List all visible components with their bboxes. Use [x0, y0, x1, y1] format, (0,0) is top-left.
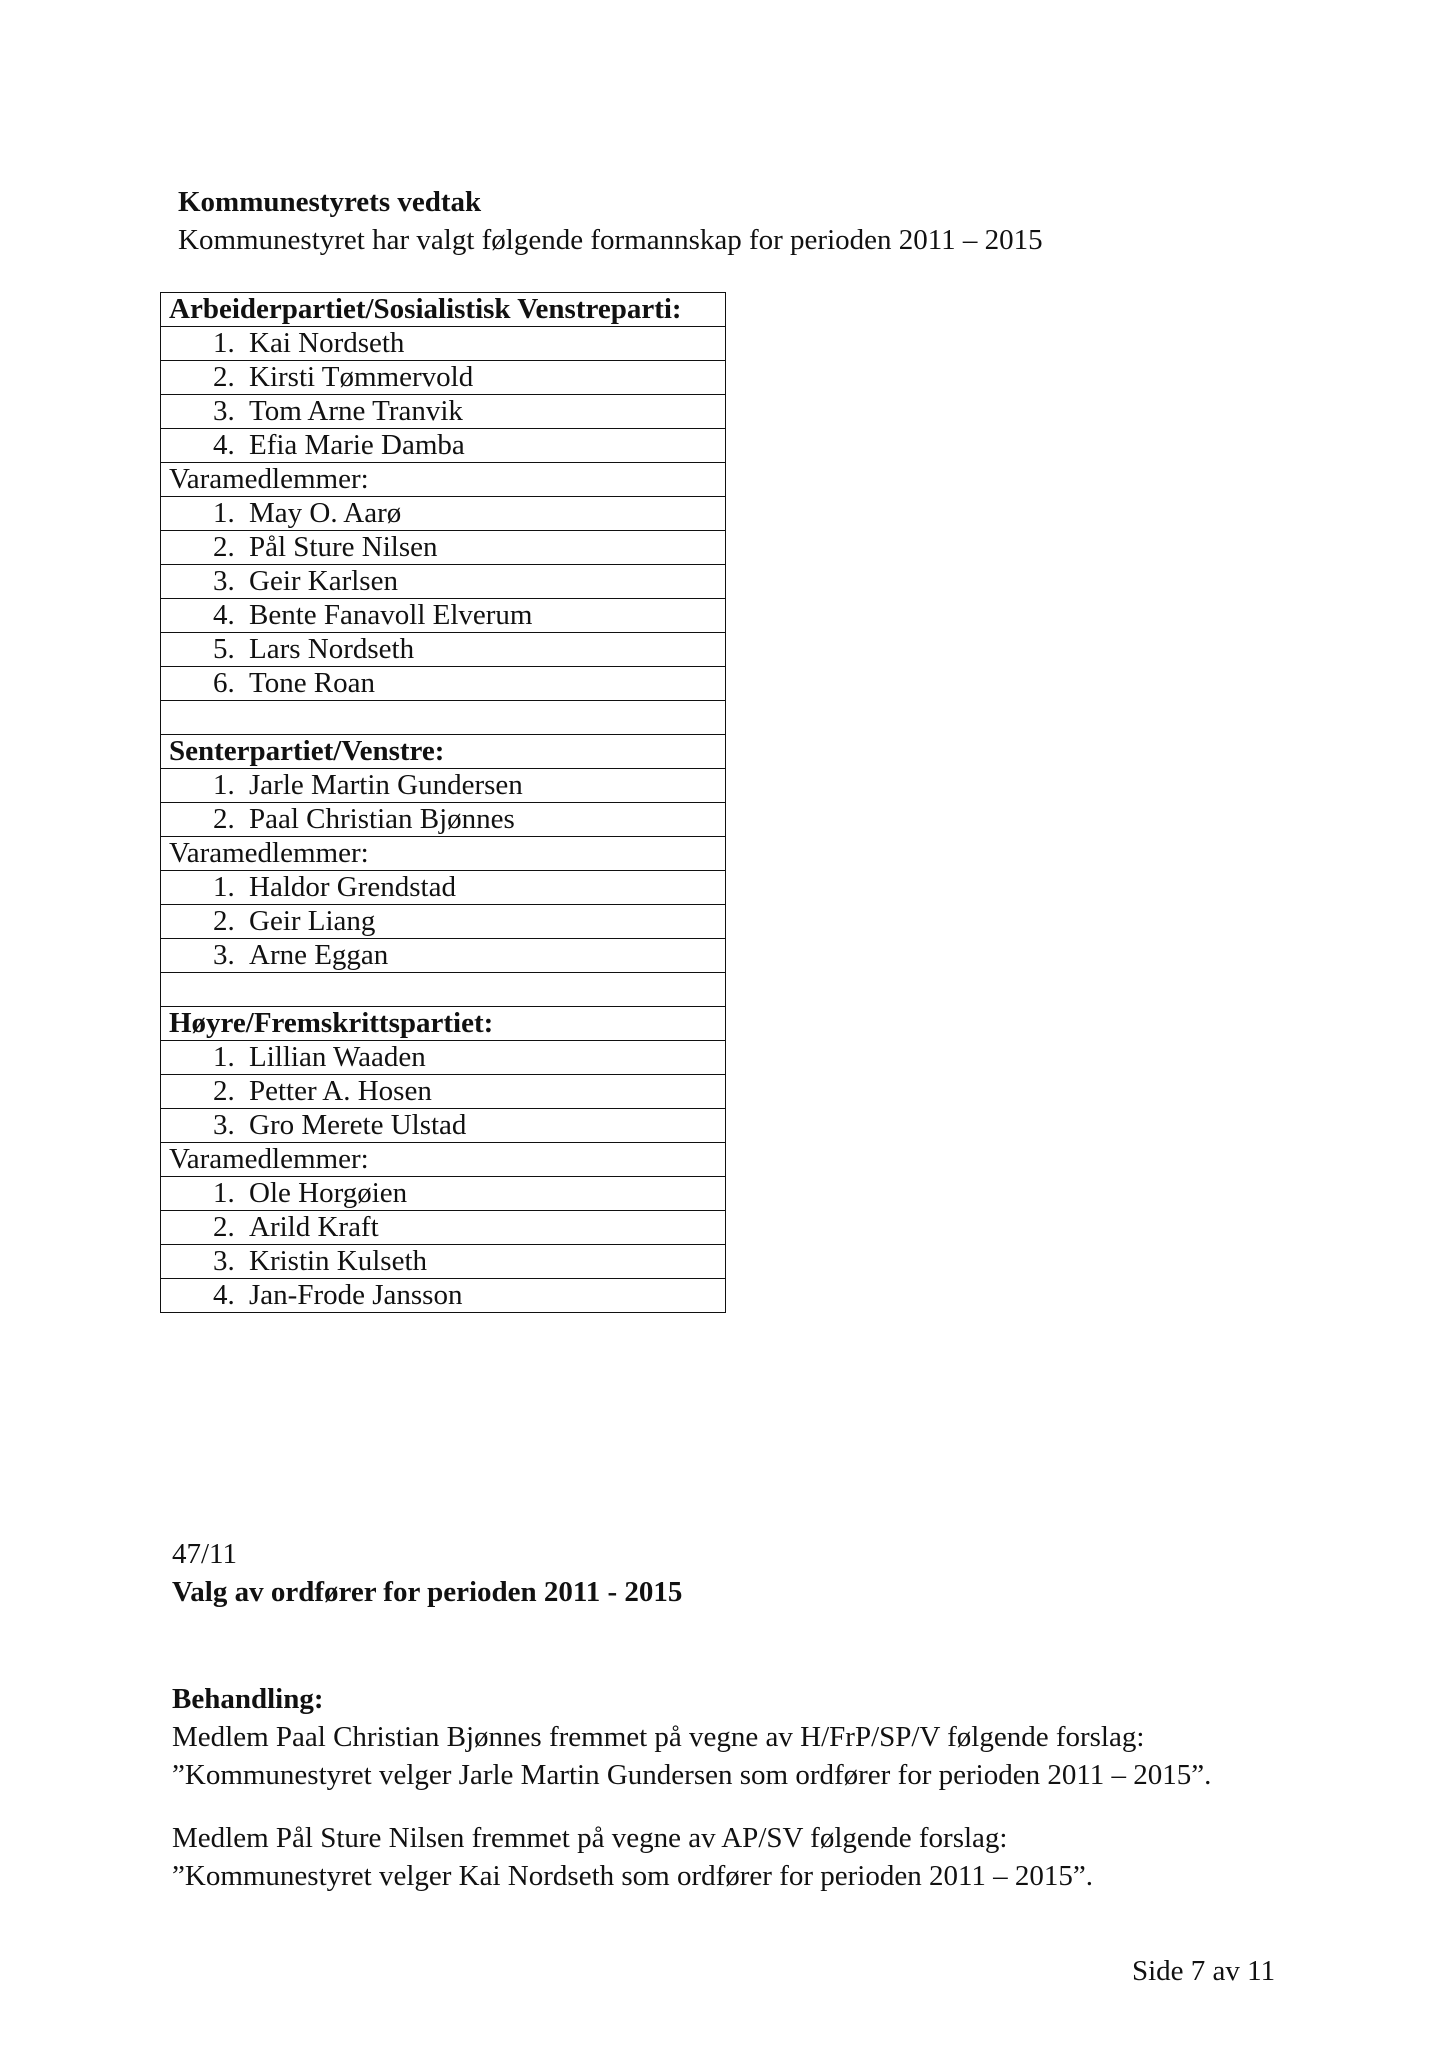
table-row — [161, 1211, 726, 1245]
member-name: Petter A. Hosen — [249, 1075, 432, 1107]
behandling-section — [172, 1680, 1211, 1794]
member-number: 4. — [213, 1279, 235, 1311]
member-name: Haldor Grendstad — [249, 871, 456, 903]
vedtak-heading: Kommunestyrets vedtak — [178, 186, 482, 218]
case-section — [172, 1535, 682, 1611]
member-cell — [161, 1075, 726, 1109]
page-number: Side 7 av 11 — [1132, 1955, 1276, 1987]
member-number: 2. — [213, 905, 235, 937]
member-number: 3. — [213, 939, 235, 971]
member-number: 1. — [213, 871, 235, 903]
member-number: 2. — [213, 1075, 235, 1107]
member-cell — [161, 429, 726, 463]
member-name: Jarle Martin Gundersen — [249, 769, 523, 801]
member-cell — [161, 395, 726, 429]
member-name: Arild Kraft — [249, 1211, 379, 1243]
member-cell — [161, 667, 726, 701]
table-row — [161, 1177, 726, 1211]
member-cell — [161, 803, 726, 837]
member-number: 2. — [213, 803, 235, 835]
member-cell — [161, 531, 726, 565]
member-number: 3. — [213, 565, 235, 597]
member-name: Jan-Frode Jansson — [249, 1279, 463, 1311]
table-row — [161, 531, 726, 565]
table-row — [161, 837, 726, 871]
substitutes-label: Varamedlemmer: — [161, 463, 726, 497]
table-row — [161, 1143, 726, 1177]
table-row — [161, 667, 726, 701]
table-row — [161, 327, 726, 361]
member-name: Kristin Kulseth — [249, 1245, 428, 1277]
member-name: Lars Nordseth — [249, 633, 415, 665]
case-number: 47/11 — [172, 1538, 237, 1570]
member-cell — [161, 769, 726, 803]
member-number: 3. — [213, 1109, 235, 1141]
proposal-2-intro: Medlem Pål Sture Nilsen fremmet på vegne av AP/SV følgende forslag: — [172, 1822, 1008, 1854]
table-row — [161, 1245, 726, 1279]
member-cell — [161, 1041, 726, 1075]
case-title: Valg av ordfører for perioden 2011 - 2015 — [172, 1576, 683, 1608]
member-number: 3. — [213, 1245, 235, 1277]
party-header: Høyre/Fremskrittspartiet: — [161, 1007, 726, 1041]
member-cell — [161, 871, 726, 905]
table-row — [161, 361, 726, 395]
member-cell — [161, 939, 726, 973]
member-name: May O. Aarø — [249, 497, 402, 529]
member-number: 1. — [213, 1177, 235, 1209]
member-number: 2. — [213, 531, 235, 563]
table-row — [161, 735, 726, 769]
member-name: Ole Horgøien — [249, 1177, 408, 1209]
member-name: Geir Liang — [249, 905, 376, 937]
member-cell — [161, 1279, 726, 1313]
table-row — [161, 871, 726, 905]
proposal-1-text: ”Kommunestyret velger Jarle Martin Gundersen som ordfører for perioden 2011 – 2015”. — [172, 1759, 1212, 1791]
behandling-heading: Behandling: — [172, 1683, 324, 1715]
table-row — [161, 769, 726, 803]
member-name: Arne Eggan — [249, 939, 389, 971]
table-row — [161, 463, 726, 497]
table-row — [161, 565, 726, 599]
table-row — [161, 803, 726, 837]
member-cell — [161, 1177, 726, 1211]
table-row — [161, 1075, 726, 1109]
member-name: Gro Merete Ulstad — [249, 1109, 467, 1141]
member-number: 4. — [213, 599, 235, 631]
member-name: Tom Arne Tranvik — [249, 395, 463, 427]
member-name: Efia Marie Damba — [249, 429, 465, 461]
table-row — [161, 701, 726, 735]
table-row — [161, 1109, 726, 1143]
member-cell — [161, 905, 726, 939]
table-row — [161, 939, 726, 973]
substitutes-label: Varamedlemmer: — [161, 1143, 726, 1177]
member-cell — [161, 1211, 726, 1245]
table-row — [161, 599, 726, 633]
member-cell — [161, 1245, 726, 1279]
member-number: 2. — [213, 1211, 235, 1243]
proposal-1-intro: Medlem Paal Christian Bjønnes fremmet på vegne av H/FrP/SP/V følgende forslag: — [172, 1721, 1145, 1753]
proposal-2-text: ”Kommunestyret velger Kai Nordseth som ordfører for perioden 2011 – 2015”. — [172, 1860, 1094, 1892]
table-row — [161, 973, 726, 1007]
table-row — [161, 633, 726, 667]
substitutes-label: Varamedlemmer: — [161, 837, 726, 871]
vedtak-section — [178, 183, 1043, 259]
formannskap-table-body — [161, 293, 726, 1313]
member-number: 3. — [213, 395, 235, 427]
member-number: 1. — [213, 327, 235, 359]
member-number: 1. — [213, 1041, 235, 1073]
table-row — [161, 1041, 726, 1075]
member-name: Geir Karlsen — [249, 565, 398, 597]
member-number: 6. — [213, 667, 235, 699]
party-header: Senterpartiet/Venstre: — [161, 735, 726, 769]
member-name: Bente Fanavoll Elverum — [249, 599, 533, 631]
vedtak-text: Kommunestyret har valgt følgende formannskap for perioden 2011 – 2015 — [178, 224, 1043, 256]
member-cell — [161, 565, 726, 599]
blank-cell — [161, 973, 726, 1007]
table-row — [161, 293, 726, 327]
table-row — [161, 395, 726, 429]
member-cell — [161, 599, 726, 633]
member-name: Tone Roan — [249, 667, 376, 699]
member-cell — [161, 1109, 726, 1143]
formannskap-table — [160, 292, 726, 1313]
member-number: 1. — [213, 497, 235, 529]
party-header: Arbeiderpartiet/Sosialistisk Venstreparti: — [161, 293, 726, 327]
member-name: Kai Nordseth — [249, 327, 405, 359]
member-name: Paal Christian Bjønnes — [249, 803, 515, 835]
table-row — [161, 429, 726, 463]
member-name: Lillian Waaden — [249, 1041, 426, 1073]
member-number: 4. — [213, 429, 235, 461]
member-name: Kirsti Tømmervold — [249, 361, 474, 393]
member-number: 5. — [213, 633, 235, 665]
table-row — [161, 497, 726, 531]
proposal-2-section — [172, 1819, 1093, 1895]
table-row — [161, 905, 726, 939]
table-row — [161, 1279, 726, 1313]
member-cell — [161, 633, 726, 667]
member-cell — [161, 327, 726, 361]
member-cell — [161, 497, 726, 531]
member-cell — [161, 361, 726, 395]
blank-cell — [161, 701, 726, 735]
table-row — [161, 1007, 726, 1041]
member-name: Pål Sture Nilsen — [249, 531, 438, 563]
member-number: 2. — [213, 361, 235, 393]
member-number: 1. — [213, 769, 235, 801]
